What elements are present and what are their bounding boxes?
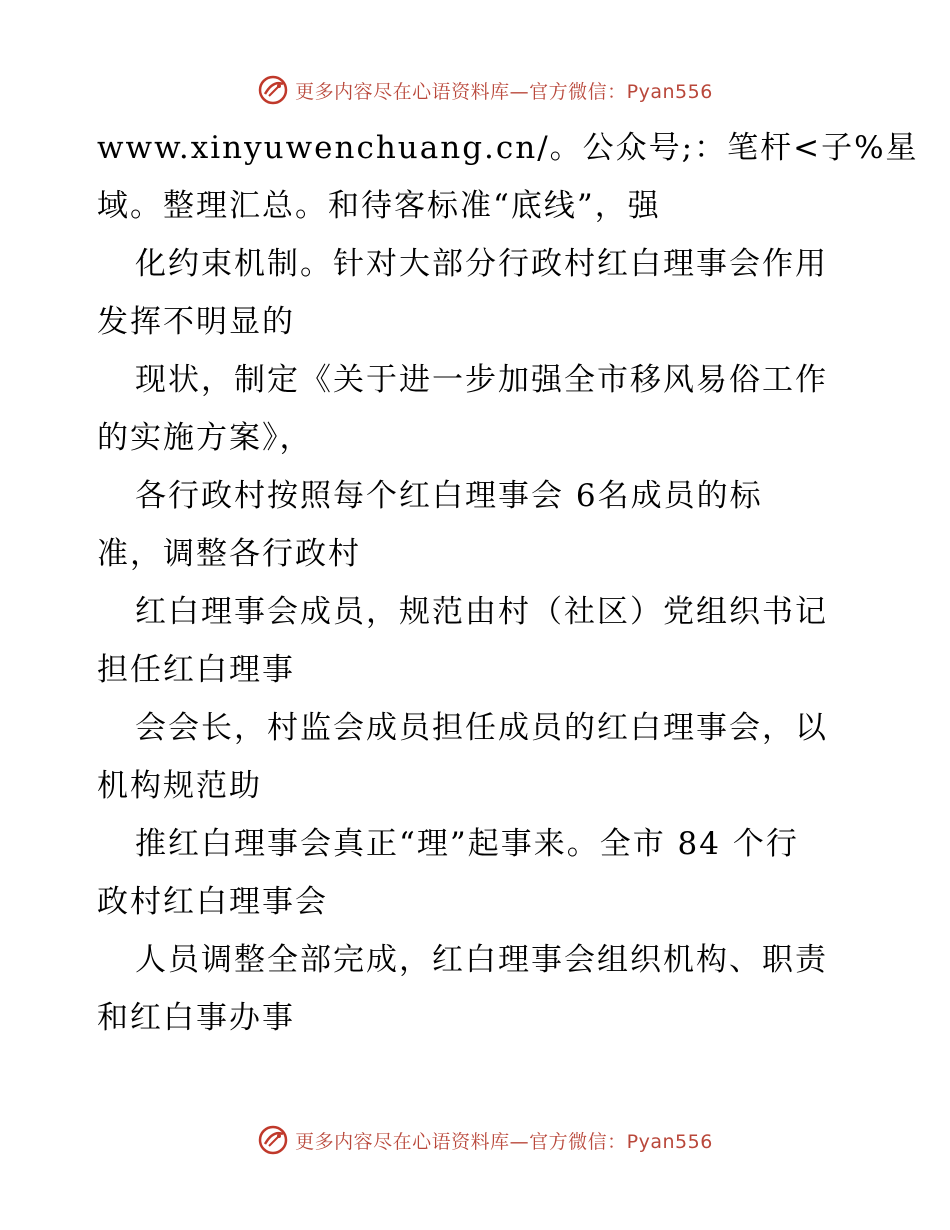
header-banner	[0, 70, 950, 110]
body-line: 会会长，村监会成员担任成员的红白理事会，以	[135, 710, 828, 746]
header-banner-main: 更多内容尽在心语资料库—	[295, 80, 530, 103]
document-body	[97, 125, 919, 1041]
body-line: 和红白事办事	[97, 1000, 295, 1036]
body-line: 域。整理汇总。和待客标准“底线”，强	[97, 188, 661, 224]
body-line: 红白理事会成员，规范由村（社区）党组织书记	[135, 594, 828, 630]
body-line: 发挥不明显的	[97, 304, 295, 340]
body-line: 推红白理事会真正“理”起事来。全市 84 个行	[135, 826, 799, 862]
footer-banner-main: 更多内容尽在心语资料库—	[295, 1130, 530, 1153]
body-line: www.xinyuwenchuang.cn/。公众号;：笔杆<子%星	[97, 130, 919, 166]
footer-banner-text	[295, 1127, 713, 1154]
footer-banner-wechat: 官方微信：Pyan556	[529, 1130, 713, 1153]
body-line: 各行政村按照每个红白理事会 6名成员的标	[135, 478, 763, 514]
header-banner-wechat: 官方微信：Pyan556	[529, 80, 713, 103]
body-line: 现状，制定《关于进一步加强全市移风易俗工作	[135, 362, 828, 398]
library-logo-icon	[257, 1124, 289, 1156]
body-line: 政村红白理事会	[97, 884, 328, 920]
body-line: 担任红白理事	[97, 652, 295, 688]
footer-banner	[0, 1120, 950, 1160]
body-line: 准，调整各行政村	[97, 536, 361, 572]
body-line: 的实施方案》，	[97, 420, 313, 456]
library-logo-icon	[257, 74, 289, 106]
body-line: 化约束机制。针对大部分行政村红白理事会作用	[135, 246, 828, 282]
header-banner-inner	[257, 74, 713, 106]
body-line: 人员调整全部完成，红白理事会组织机构、职责	[135, 942, 828, 978]
header-banner-text	[295, 77, 713, 104]
footer-banner-inner	[257, 1124, 713, 1156]
body-line: 机构规范助	[97, 768, 262, 804]
